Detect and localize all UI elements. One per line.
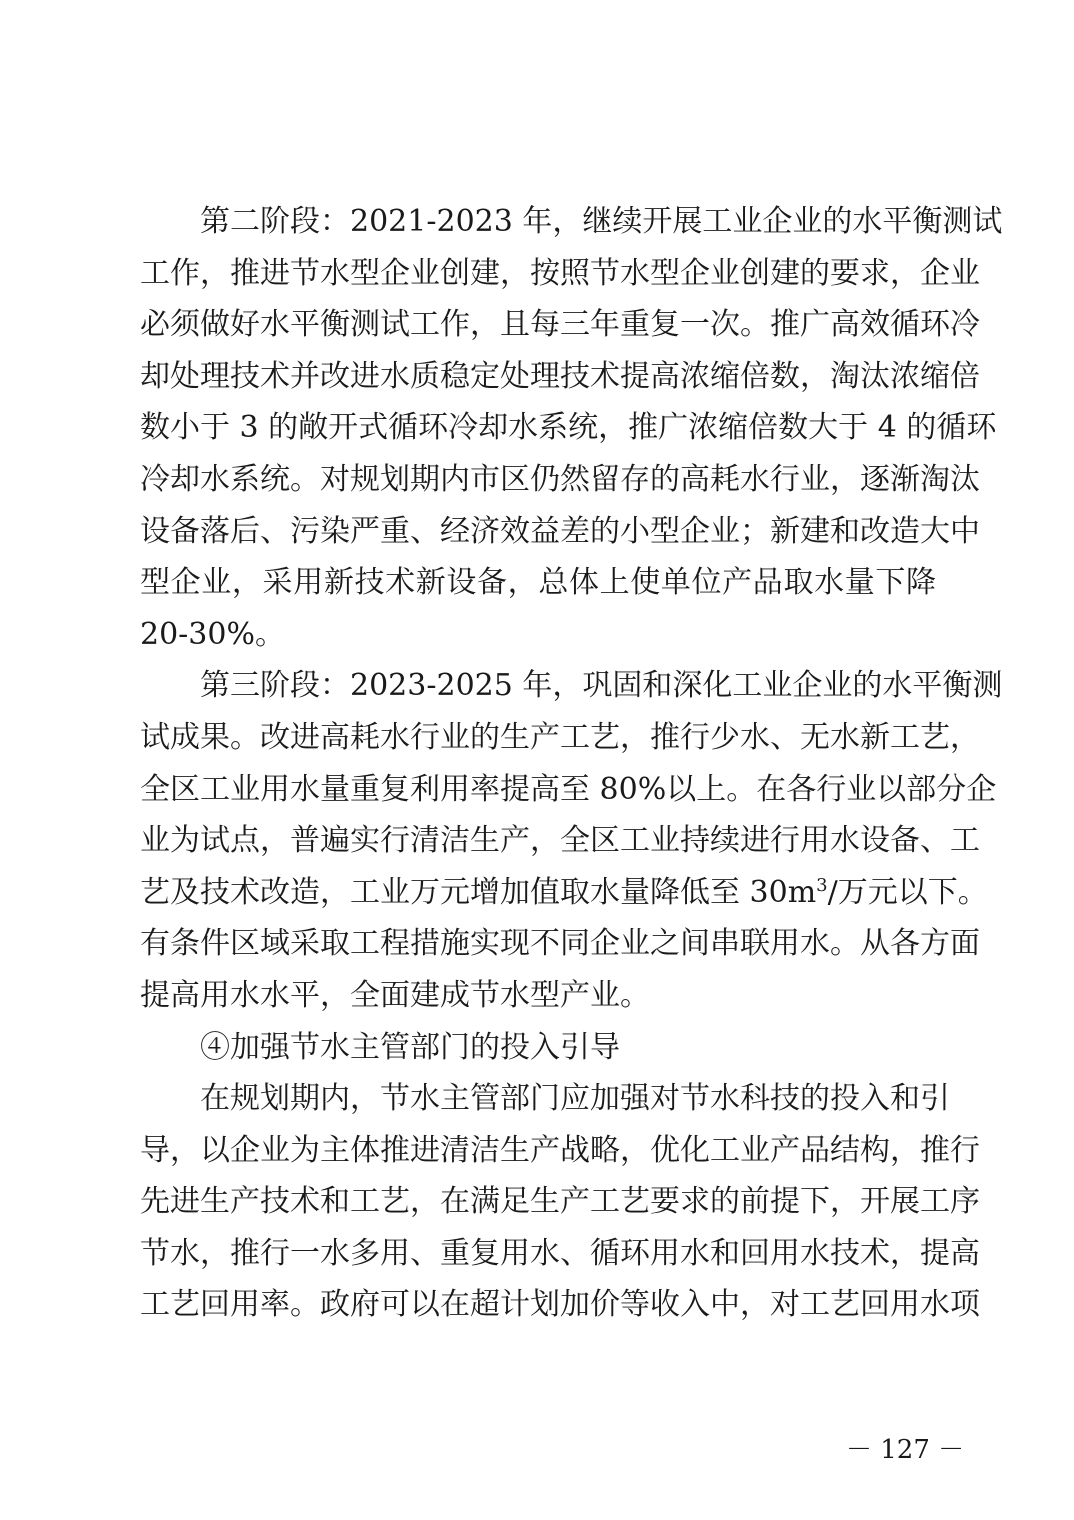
text-line: 有条件区域采取工程措施实现不同企业之间串联用水。从各方面 <box>140 926 980 962</box>
text-line: 试成果。改进高耗水行业的生产工艺，推行少水、无水新工艺， <box>140 719 980 755</box>
section-heading <box>140 1022 936 1074</box>
text-segment: /万元以下。 <box>827 874 988 910</box>
superscript: 3 <box>816 874 828 896</box>
text-segment: 艺及技术改造，工业万元增加值取水量降低至 30m <box>140 874 817 910</box>
text-line: 全区工业用水量重复利用率提高至 80%以上。在各行业以部分企 <box>140 771 997 807</box>
text-line: 第三阶段：2023-2025 年，巩固和深化工业企业的水平衡测 <box>200 668 1003 704</box>
text-line: 业为试点，普遍实行清洁生产，全区工业持续进行用水设备、工 <box>140 823 980 859</box>
text-line: 20-30%。 <box>140 616 285 652</box>
text-line: 导，以企业为主体推进清洁生产战略，优化工业产品结构，推行 <box>140 1132 980 1168</box>
paragraph-stage-three <box>140 660 1003 1021</box>
text-line: 提高用水水平，全面建成节水型产业。 <box>140 977 650 1013</box>
text-line: 却处理技术并改进水质稳定处理技术提高浓缩倍数，淘汰浓缩倍 <box>140 358 980 394</box>
text-line: 数小于 3 的敞开式循环冷却水系统，推广浓缩倍数大于 4 的循环 <box>140 410 997 446</box>
text-line: 先进生产技术和工艺，在满足生产工艺要求的前提下，开展工序 <box>140 1184 980 1220</box>
text-line: 工作，推进节水型企业创建，按照节水型企业创建的要求，企业 <box>140 255 980 291</box>
text-line: 第二阶段：2021-2023 年，继续开展工业企业的水平衡测试 <box>200 204 1003 239</box>
text-line: 在规划期内，节水主管部门应加强对节水科技的投入和引 <box>200 1081 950 1117</box>
text-line: 工艺回用率。政府可以在超计划加价等收入中，对工艺回用水项 <box>140 1287 980 1323</box>
text-line: 设备落后、污染严重、经济效益差的小型企业；新建和改造大中 <box>140 513 980 549</box>
text-line: 型企业，采用新技术新设备，总体上使单位产品取水量下降 <box>140 565 936 601</box>
text-line-with-superscript <box>140 867 988 919</box>
page-number: － 127 － <box>846 1435 965 1465</box>
text-line: 节水，推行一水多用、重复用水、循环用水和回用水技术，提高 <box>140 1235 980 1271</box>
paragraph-guidance <box>140 1073 980 1331</box>
heading-text: ④加强节水主管部门的投入引导 <box>200 1029 620 1065</box>
paragraph-stage-two <box>140 196 1003 660</box>
text-line: 必须做好水平衡测试工作，且每三年重复一次。推广高效循环冷 <box>140 307 980 343</box>
text-line: 冷却水系统。对规划期内市区仍然留存的高耗水行业，逐渐淘汰 <box>140 461 980 497</box>
document-body <box>140 196 1003 1331</box>
